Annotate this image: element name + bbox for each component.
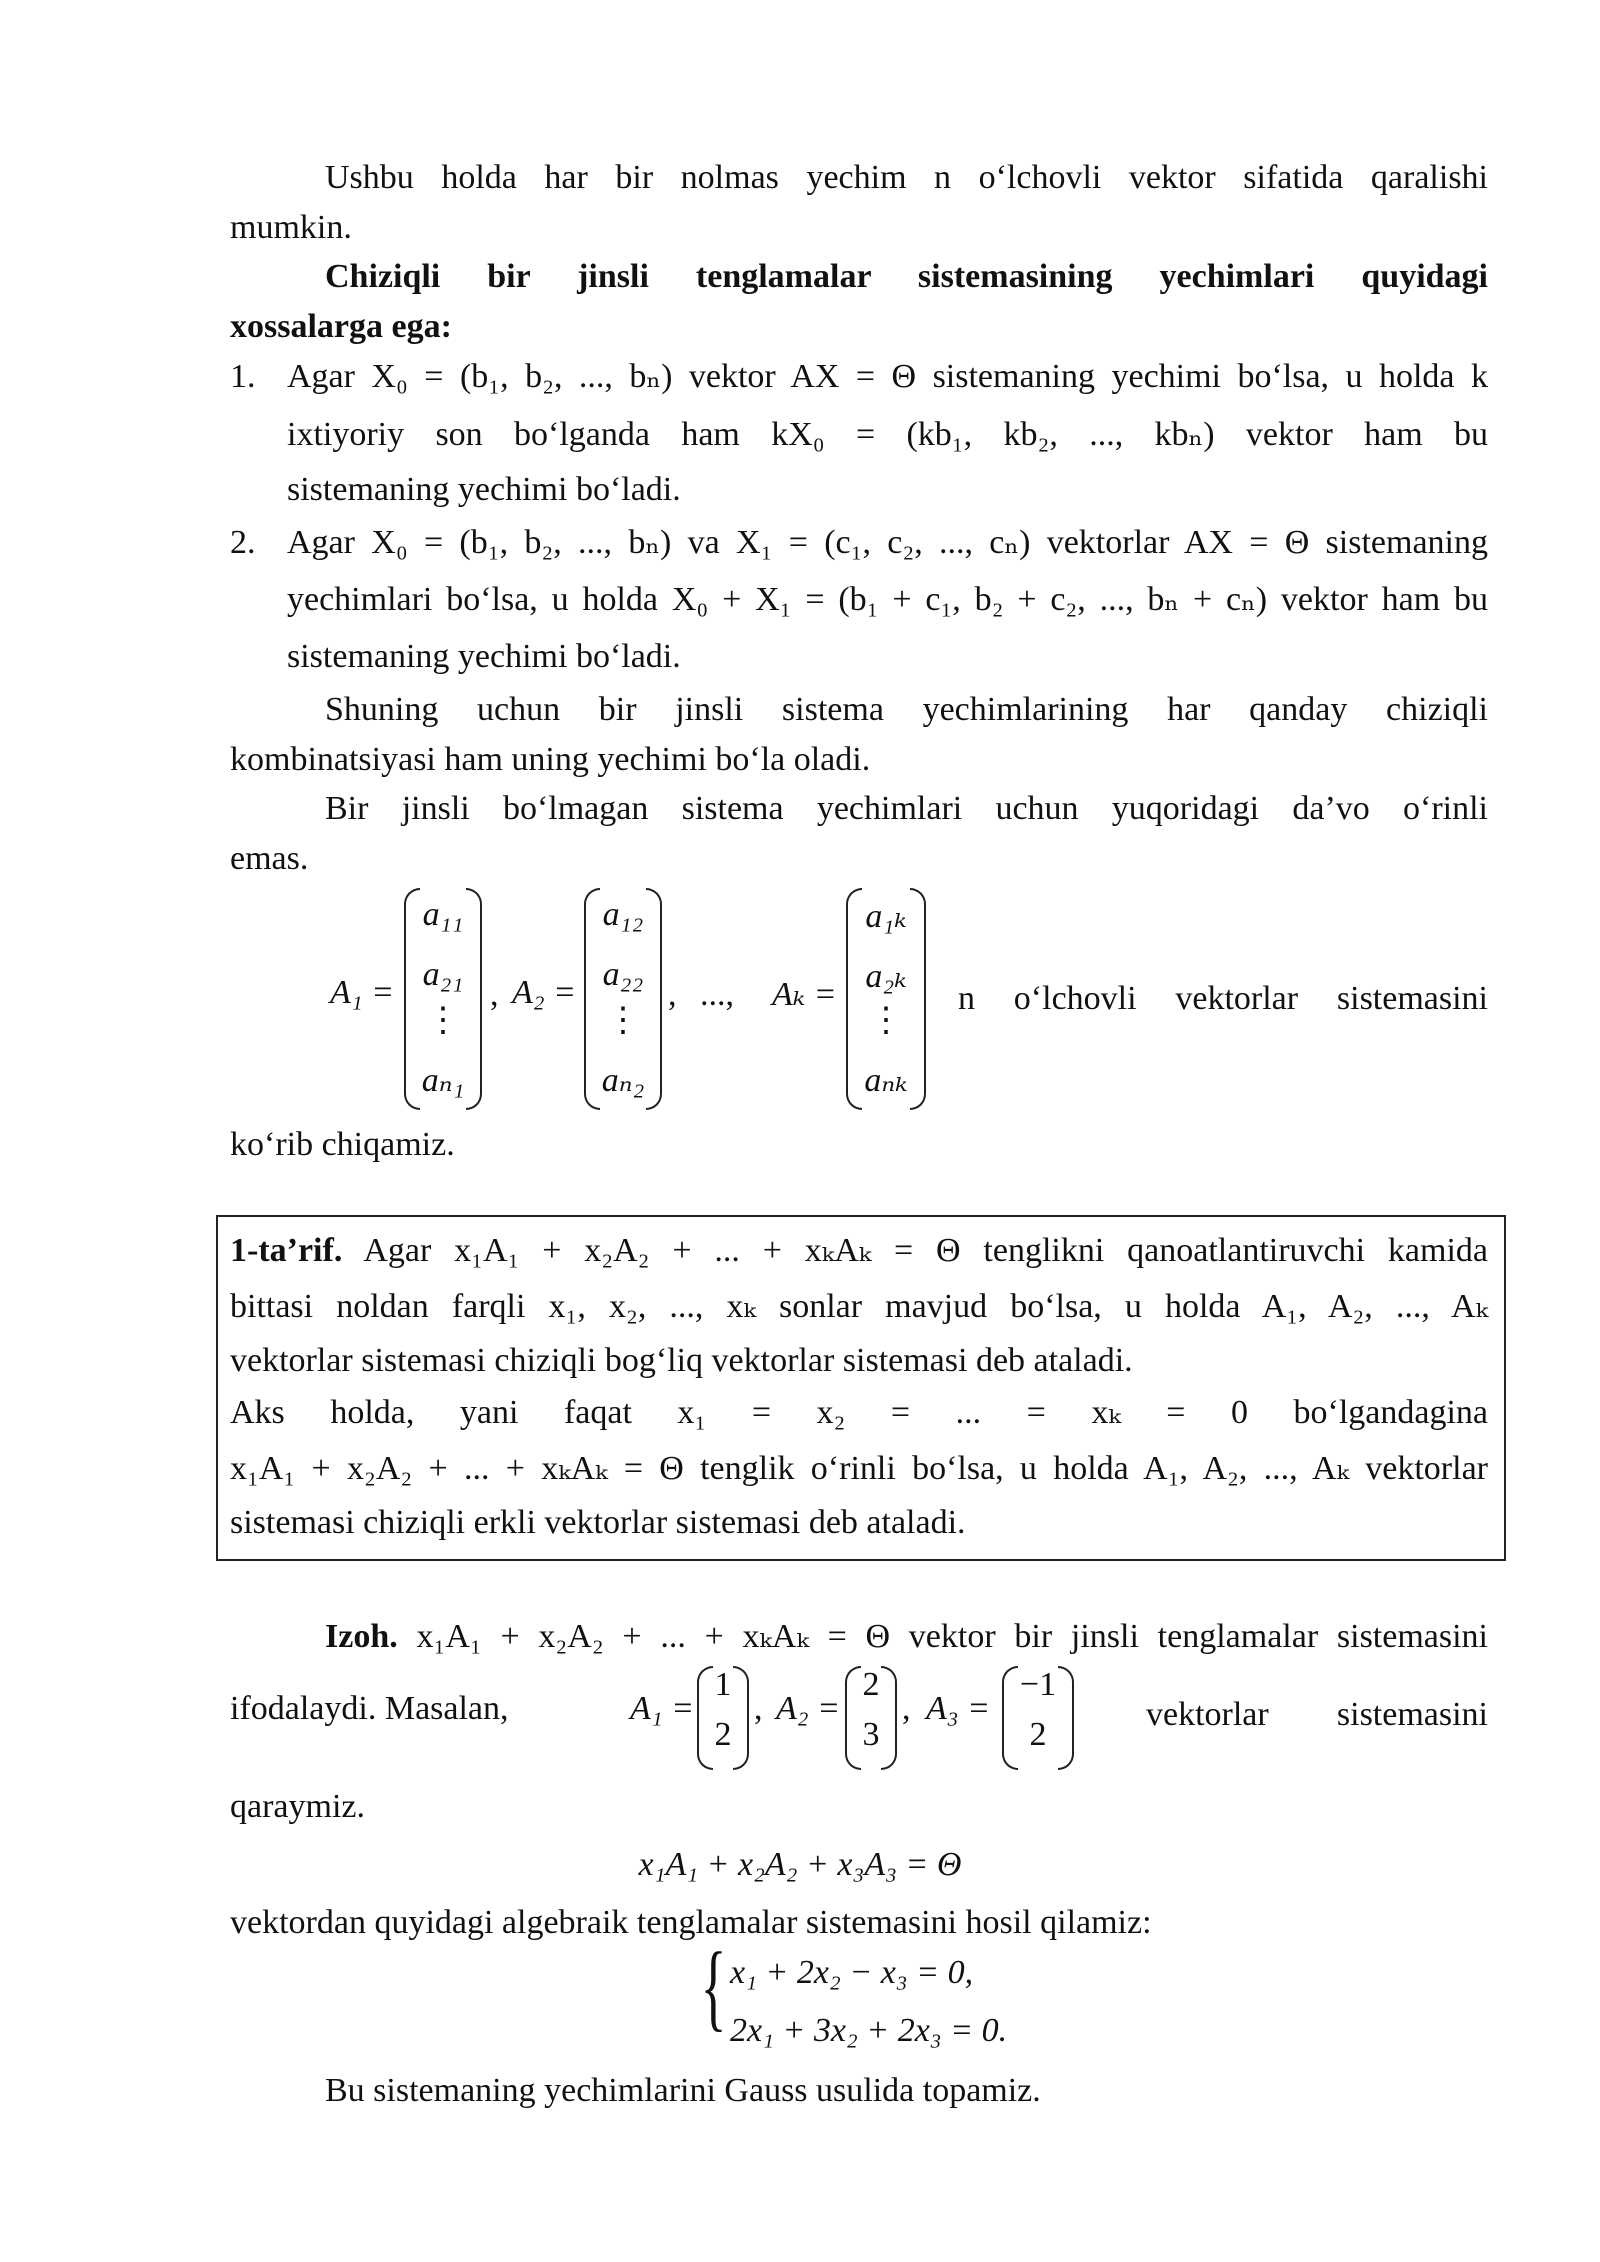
list-item-1-line-3: sistemaning yechimi bo‘ladi.	[287, 471, 681, 508]
note-line-1	[325, 1612, 1488, 1662]
vector-ak	[846, 888, 926, 1110]
definition-line-3: vektorlar sistemasi chiziqli bog‘liq vektorlar sistemasi deb ataladi.	[230, 1342, 1133, 1379]
vector-a2-vdots: ⋮	[606, 1002, 640, 1039]
vector-ak-entry-n: aₙₖ	[864, 1062, 908, 1099]
definition-line-2: bittasi noldan farqli x₁, x₂, ..., xₖ sonlar mavjud bo‘lsa, u holda A₁, A₂, ..., Aₖ	[230, 1288, 1488, 1325]
definition-line-1	[230, 1226, 1488, 1276]
example-vector-a3	[1002, 1666, 1074, 1770]
paragraph-1-line-2: mumkin.	[230, 209, 352, 246]
example-a1-entry-1: 1	[714, 1666, 732, 1703]
vector-a1	[404, 888, 482, 1110]
vector-a1-vdots: ⋮	[426, 1002, 460, 1039]
list-item-2-line-3: sistemaning yechimi bo‘ladi.	[287, 638, 681, 675]
paragraph-3-line-1: Shuning uchun bir jinsli sistema yechimlarining har qanday chiziqli	[325, 691, 1488, 728]
properties-heading-line-2: xossalarga ega:	[230, 308, 452, 345]
definition-line-6: sistemasi chiziqli erkli vektorlar sistemasi deb ataladi.	[230, 1504, 966, 1541]
definition-title: 1-ta’rif.	[230, 1232, 343, 1269]
vector-a1-entry-2: a₂₁	[422, 956, 464, 993]
properties-heading-line-1: Chiziqli bir jinsli tenglamalar sistemasining yechimlari quyidagi	[325, 258, 1488, 295]
example-a2-label: A₂ =	[776, 1690, 841, 1727]
last-line: Bu sistemaning yechimlarini Gauss usulida topamiz.	[325, 2072, 1041, 2109]
vectors-system-text: n o‘lchovli vektorlar sistemasini	[958, 980, 1488, 1017]
example-a3-entry-1: −1	[1019, 1666, 1057, 1703]
vector-ak-entry-1: a₁ₖ	[865, 898, 907, 935]
system-brace: {	[700, 1933, 727, 2041]
list-item-2-line-1: Agar X₀ = (b₁, b₂, ..., bₙ) va X₁ = (c₁, c₂, ..., cₙ) vektorlar AX = Θ sistemaning	[287, 524, 1488, 561]
example-comma-2: ,	[902, 1690, 911, 1727]
example-comma-1: ,	[754, 1690, 763, 1727]
example-vector-a2	[845, 1666, 897, 1770]
vector-equation: x₁A₁ + x₂A₂ + x₃A₃ = Θ	[638, 1846, 962, 1883]
vector-a1-entry-1: a₁₁	[422, 896, 464, 933]
vector-a2-entry-1: a₁₂	[602, 896, 644, 933]
example-a3-label: A₃ =	[926, 1690, 991, 1727]
system-equation-2: 2x₁ + 3x₂ + 2x₃ = 0.	[730, 2012, 1008, 2049]
vector-ak-entry-2: a₂ₖ	[865, 958, 907, 995]
example-a1-entry-2: 2	[714, 1716, 732, 1753]
vector-a1-entry-n: aₙ₁	[421, 1062, 465, 1099]
vector-comma-2: ,	[668, 976, 677, 1013]
paragraph-4-line-2: emas.	[230, 840, 309, 877]
example-a2-entry-1: 2	[862, 1666, 880, 1703]
note-line-2-start: ifodalaydi. Masalan,	[230, 1690, 509, 1727]
vector-a2-entry-n: aₙ₂	[601, 1062, 645, 1099]
example-a2-entry-2: 3	[862, 1716, 880, 1753]
paragraph-4-line-1: Bir jinsli bo‘lmagan sistema yechimlari uchun yuqoridagi da’vo o‘rinli	[325, 790, 1488, 827]
list-item-1-line-1: Agar X₀ = (b₁, b₂, ..., bₙ) vektor AX = Θ sistemaning yechimi bo‘lsa, u holda k	[287, 358, 1488, 395]
list-item-2-number: 2.	[230, 524, 256, 561]
example-vector-a1	[697, 1666, 749, 1770]
definition-line-4: Aks holda, yani faqat x₁ = x₂ = ... = xₖ = 0 bo‘lgandagina	[230, 1394, 1488, 1431]
note-line-3: qaraymiz.	[230, 1788, 365, 1825]
vector-a2-label: A₂ =	[512, 974, 577, 1011]
vector-a2	[584, 888, 662, 1110]
paragraph-1-line-1: Ushbu holda har bir nolmas yechim n o‘lchovli vektor sifatida qaralishi	[325, 159, 1488, 196]
paragraph-3-line-2: kombinatsiyasi ham uning yechimi bo‘la oladi.	[230, 741, 871, 778]
vector-ellipsis: ...,	[700, 976, 734, 1013]
example-a1-label: A₁ =	[630, 1690, 695, 1727]
list-item-2-line-2: yechimlari bo‘lsa, u holda X₀ + X₁ = (b₁ + c₁, b₂ + c₂, ..., bₙ + cₙ) vektor ham bu	[287, 581, 1488, 618]
paragraph-5: ko‘rib chiqamiz.	[230, 1126, 455, 1163]
definition-line-5: x₁A₁ + x₂A₂ + ... + xₖAₖ = Θ tenglik o‘rinli bo‘lsa, u holda A₁, A₂, ..., Aₖ vektorlar	[230, 1450, 1488, 1487]
vector-a2-entry-2: a₂₂	[602, 956, 644, 993]
vector-ak-vdots: ⋮	[869, 1002, 903, 1039]
system-equation-1: x₁ + 2x₂ − x₃ = 0,	[730, 1954, 974, 1991]
example-a3-entry-2: 2	[1029, 1716, 1047, 1753]
list-item-1-line-2: ixtiyoriy son bo‘lganda ham kX₀ = (kb₁, kb₂, ..., kbₙ) vektor ham bu	[287, 416, 1488, 453]
note-line-1-text: x₁A₁ + x₂A₂ + ... + xₖAₖ = Θ vektor bir jinsli tenglamalar sistemasini	[416, 1618, 1489, 1655]
vector-a1-label: A₁ =	[330, 974, 395, 1011]
note-line-4: vektordan quyidagi algebraik tenglamalar sistemasini hosil qilamiz:	[230, 1904, 1152, 1941]
note-line-2-end: vektorlar sistemasini	[1146, 1696, 1488, 1733]
vector-comma-1: ,	[490, 976, 499, 1013]
vector-ak-label: Aₖ =	[772, 976, 837, 1013]
note-title: Izoh.	[325, 1618, 398, 1655]
list-item-1-number: 1.	[230, 358, 256, 395]
definition-line-1-text: Agar x₁A₁ + x₂A₂ + ... + xₖAₖ = Θ tenglikni qanoatlantiruvchi kamida	[363, 1232, 1489, 1269]
